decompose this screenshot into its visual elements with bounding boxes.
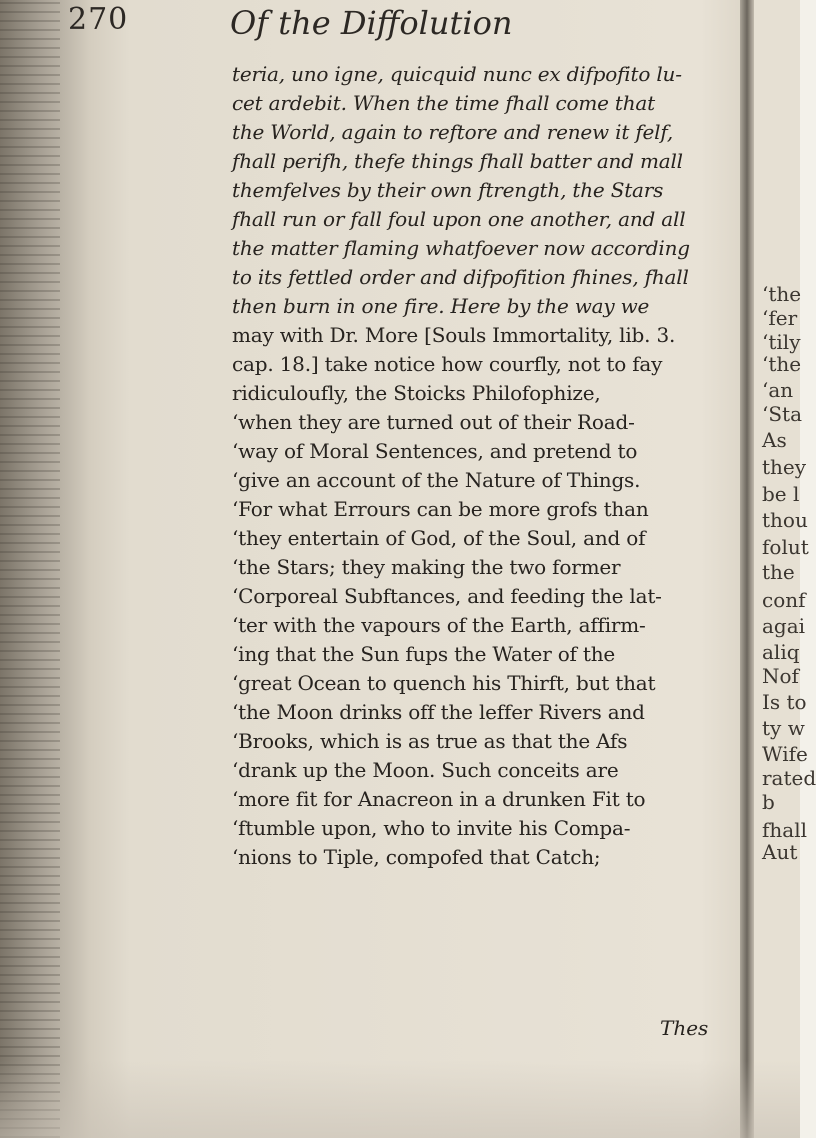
text-line: ridiculoufly, the Stoicks Philofophize, <box>232 381 601 405</box>
next-page-fragment: they <box>762 455 807 479</box>
text-line: ‘give an account of the Nature of Things. <box>232 468 641 492</box>
next-page-fragment: Nof <box>762 664 799 688</box>
next-page-fragment: folut <box>762 535 809 559</box>
next-page-edge <box>754 0 816 1138</box>
next-page-fragment: As <box>762 428 787 452</box>
next-page-fragment: Wife <box>762 742 808 766</box>
next-page-fragment: ‘tily <box>762 330 801 354</box>
next-page-fragment: rated <box>762 766 816 790</box>
text-line: themfelves by their own ftrength, the Stars <box>232 178 664 202</box>
page-number: 270 <box>68 2 129 37</box>
bottom-fade <box>0 1060 800 1138</box>
text-line: the matter flaming whatfoever now according <box>232 236 690 260</box>
text-line: ‘the Moon drinks off the leffer Rivers and <box>232 700 645 724</box>
catchword: Thes <box>660 1016 709 1040</box>
gutter-shadow <box>740 0 754 1138</box>
next-page-fragment: b <box>762 790 775 814</box>
text-line: ‘they entertain of God, of the Soul, and of <box>232 526 646 550</box>
text-line: ‘ter with the vapours of the Earth, affirm- <box>232 613 646 637</box>
page-edge-bleed <box>0 0 60 1138</box>
text-line: may with Dr. More [Souls Immortality, lib. 3. <box>232 323 676 347</box>
next-page-fragment: ty w <box>762 716 805 740</box>
text-line: ‘nions to Tiple, compofed that Catch; <box>232 845 601 869</box>
running-head: Of the Diffolution <box>230 4 513 42</box>
next-page-fragment: thou <box>762 508 808 532</box>
text-line: teria, uno igne, quicquid nunc ex difpofito lu- <box>232 62 682 86</box>
text-line: then burn in one fire. Here by the way we <box>232 294 650 318</box>
next-page-fragment: agai <box>762 614 806 638</box>
next-page-fragment: Is to <box>762 690 807 714</box>
next-page-fragment: ‘the <box>762 282 802 306</box>
text-line: ‘Brooks, which is as true as that the Afs <box>232 729 628 753</box>
next-page-fragment: aliq <box>762 640 800 664</box>
next-page-fragment: ‘fer <box>762 306 798 330</box>
text-line: ‘Corporeal Subftances, and feeding the lat- <box>232 584 662 608</box>
next-page-fragment: the <box>762 560 795 584</box>
text-line: to its fettled order and difpofition fhines, fhall <box>232 265 689 289</box>
text-line: ‘when they are turned out of their Road- <box>232 410 635 434</box>
text-line: ‘drank up the Moon. Such conceits are <box>232 758 619 782</box>
text-line: ‘great Ocean to quench his Thirft, but that <box>232 671 656 695</box>
text-line: ‘more fit for Anacreon in a drunken Fit to <box>232 787 646 811</box>
text-line: cet ardebit. When the time fhall come that <box>232 91 655 115</box>
next-page-fragment: fhall <box>762 818 807 842</box>
next-page-fragment: ‘Sta <box>762 402 803 426</box>
next-page-fragment: Aut <box>762 840 798 864</box>
text-line: the World, again to reftore and renew it felf, <box>232 120 674 144</box>
text-line: fhall run or fall foul upon one another, and all <box>232 207 686 231</box>
text-line: cap. 18.] take notice how courfly, not to fay <box>232 352 663 376</box>
body-text <box>232 60 722 872</box>
next-page-fragment: be l <box>762 482 800 506</box>
next-page-fragment: ‘the <box>762 352 802 376</box>
text-line: fhall perifh, thefe things fhall batter and mall <box>232 149 683 173</box>
text-line: ‘For what Errours can be more grofs than <box>232 497 649 521</box>
text-line: ‘ftumble upon, who to invite his Compa- <box>232 816 631 840</box>
text-line: ‘the Stars; they making the two former <box>232 555 621 579</box>
next-page-fragment: ‘an <box>762 378 794 402</box>
text-line: ‘way of Moral Sentences, and pretend to <box>232 439 638 463</box>
text-line: ‘ing that the Sun fups the Water of the <box>232 642 616 666</box>
next-page-fragment: conf <box>762 588 806 612</box>
